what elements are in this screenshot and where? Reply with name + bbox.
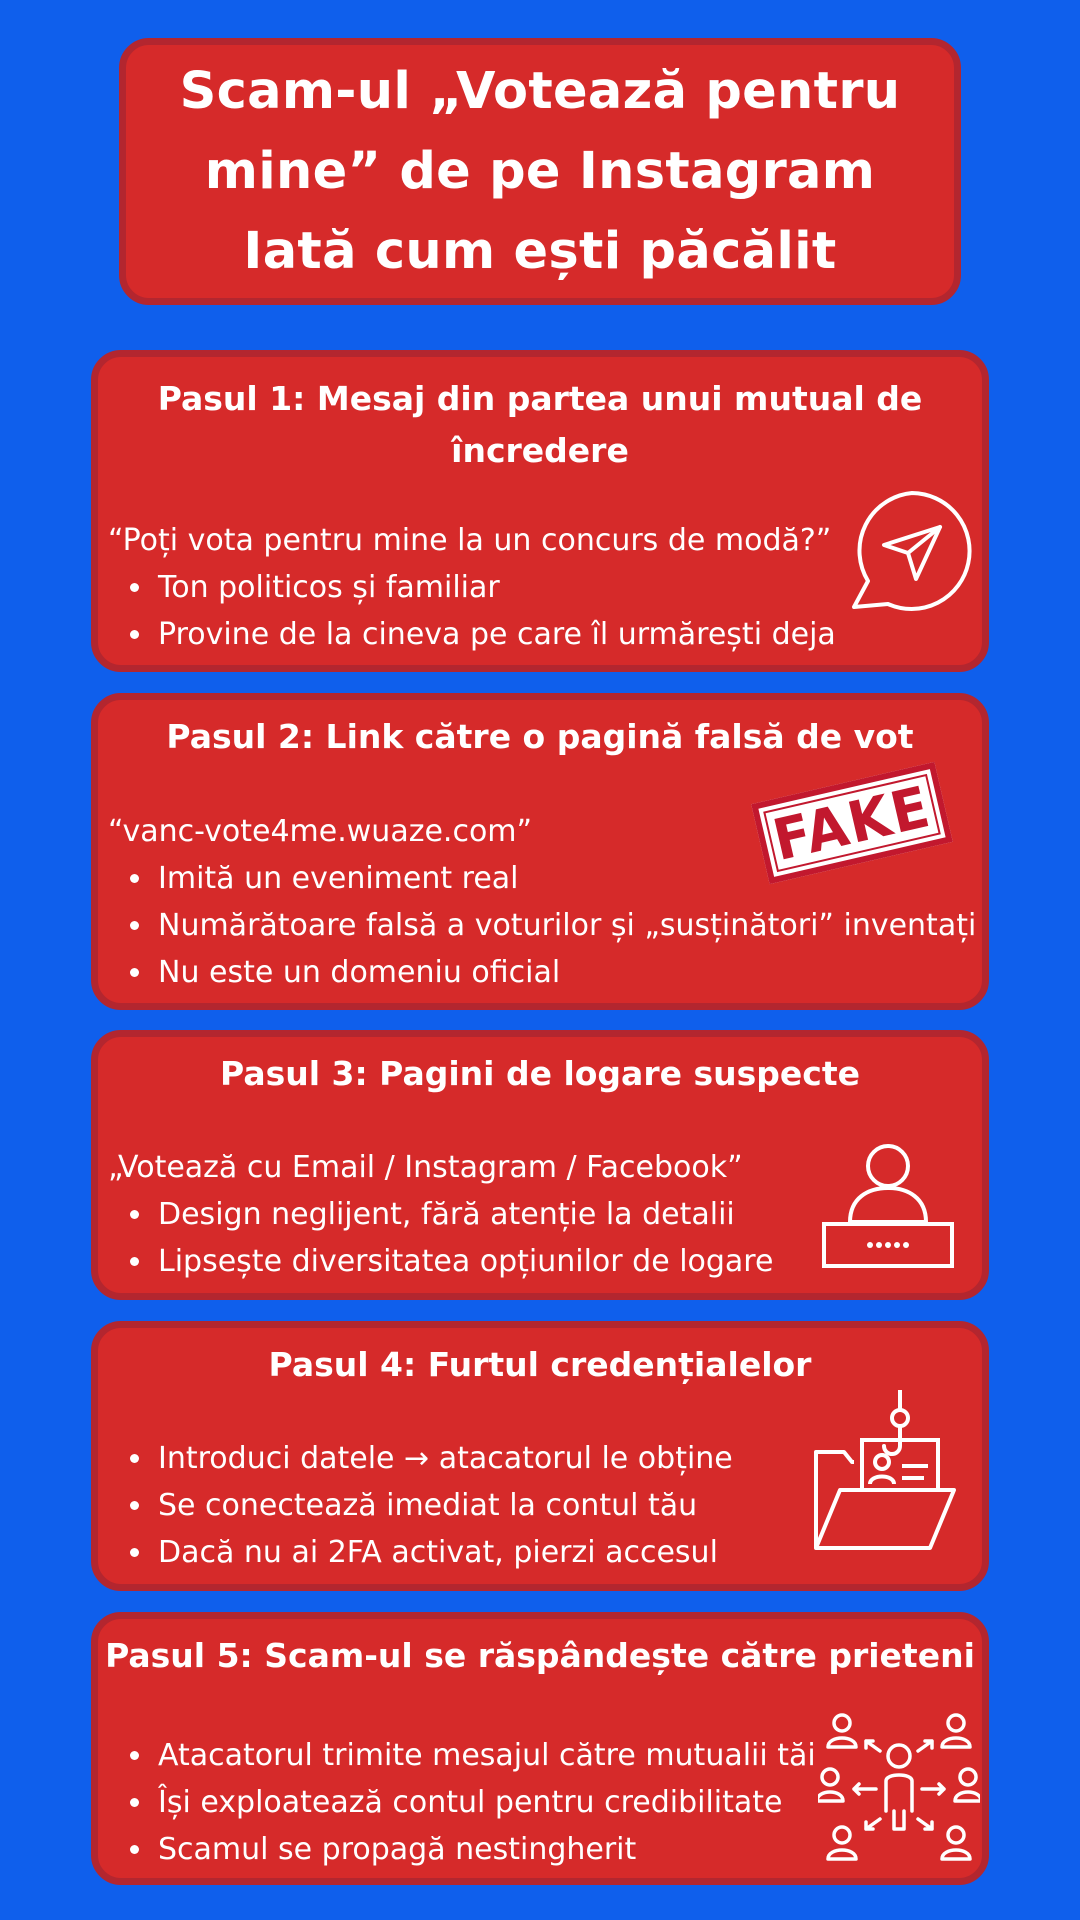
list-item: Atacatorul trimite mesajul către mutualii tăi — [108, 1732, 982, 1779]
send-message-icon — [848, 487, 976, 615]
step-2-bullet-list — [108, 855, 982, 996]
network-spread-icon — [818, 1711, 980, 1873]
page-title-line-1: Scam-ul „Votează pentru — [179, 61, 901, 121]
list-item: Design neglijent, fără atenție la detalii — [108, 1191, 982, 1238]
list-item: Numărătoare falsă a voturilor și „susținători” inventați — [108, 902, 982, 949]
step-5-title: Pasul 5: Scam-ul se răspândește către prieteni — [105, 1636, 975, 1675]
list-item: Nu este un domeniu oficial — [108, 949, 982, 996]
step-1-quote: “Poți vota pentru mine la un concurs de modă?” — [108, 523, 832, 558]
list-item: Se conectează imediat la contul tău — [108, 1482, 982, 1529]
step-3-card — [91, 1030, 989, 1300]
list-item: Provine de la cineva pe care îl urmărești deja — [108, 611, 982, 658]
phishing-folder-icon — [810, 1388, 960, 1563]
user-login-icon — [818, 1142, 958, 1272]
step-1-title-line-2: încredere — [451, 431, 629, 470]
list-item: Lipsește diversitatea opțiunilor de logare — [108, 1238, 982, 1285]
step-1-title-line-1: Pasul 1: Mesaj din partea unui mutual de — [157, 379, 923, 418]
list-item: Își exploatează contul pentru credibilitate — [108, 1779, 982, 1826]
step-1-title — [98, 373, 982, 477]
page-title-line-3: Iată cum ești păcălit — [243, 221, 837, 281]
step-2-card — [91, 693, 989, 1010]
list-item: Dacă nu ai 2FA activat, pierzi accesul — [108, 1529, 982, 1576]
step-2-title: Pasul 2: Link către o pagină falsă de vot — [166, 717, 914, 756]
step-3-title: Pasul 3: Pagini de logare suspecte — [220, 1054, 860, 1093]
page-title-line-2: mine” de pe Instagram — [204, 141, 876, 201]
fake-stamp-label: FAKE — [766, 772, 938, 874]
list-item: Introduci datele → atacatorul le obține — [108, 1435, 982, 1482]
step-2-quote: “vanc-vote4me.wuaze.com” — [108, 814, 533, 849]
step-4-title: Pasul 4: Furtul credențialelor — [268, 1345, 812, 1384]
step-1-card — [91, 350, 989, 672]
step-3-quote: „Votează cu Email / Instagram / Facebook” — [108, 1150, 743, 1185]
title-card — [119, 38, 961, 305]
step-5-card — [91, 1612, 989, 1885]
step-4-card — [91, 1321, 989, 1591]
list-item: Imită un eveniment real — [108, 855, 982, 902]
list-item: Ton politicos și familiar — [108, 564, 982, 611]
list-item: Scamul se propagă nestingherit — [108, 1826, 982, 1873]
